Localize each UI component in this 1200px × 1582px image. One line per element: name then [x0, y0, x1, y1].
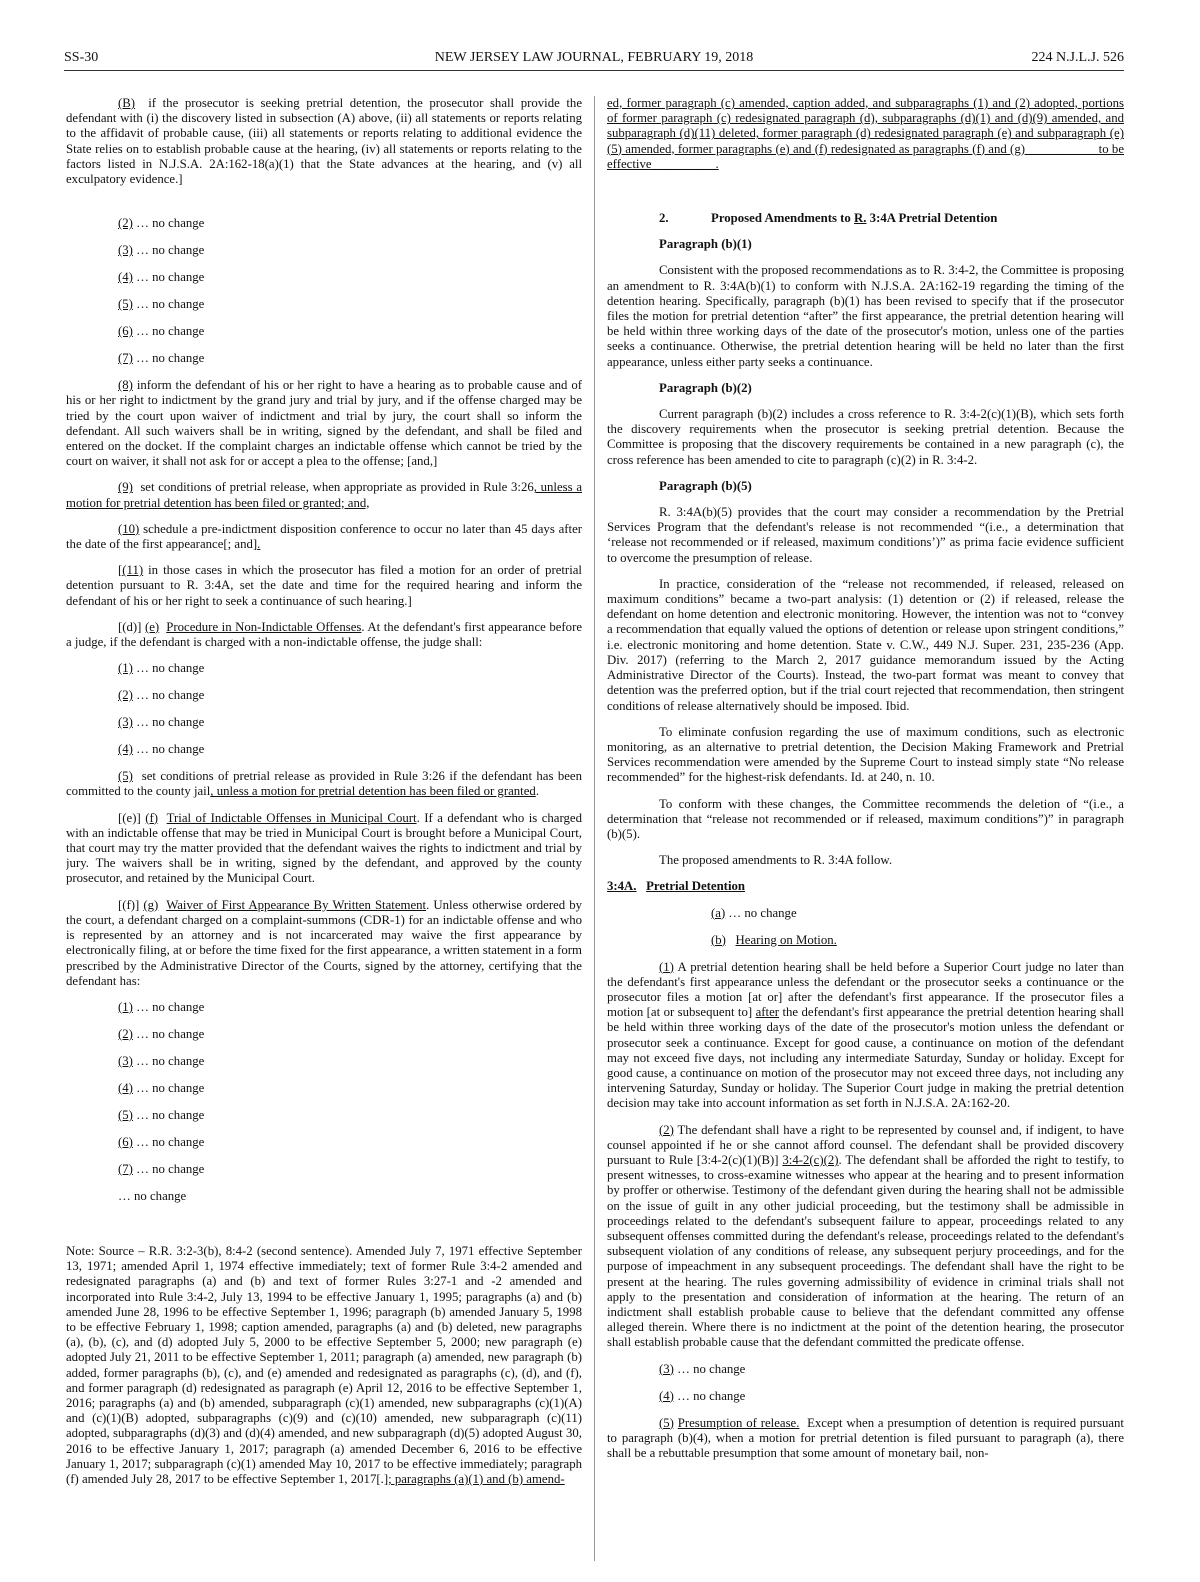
- journal-title: NEW JERSEY LAW JOURNAL, FEBRUARY 19, 2018: [434, 50, 754, 65]
- item-text: … no change: [136, 1080, 205, 1095]
- paragraph-11-text: in those cases in which the prosecutor has filed a motion for an order of pretrial detention pursuant to R. 3:4A, set the date and time for the required hearing and inform the defendant of his or her right to seek a continuance of such hearing.]: [66, 563, 582, 608]
- paragraph-e-non-indictable: [66, 620, 582, 650]
- item-title: Hearing on Motion.: [735, 932, 837, 947]
- item-number: (5): [118, 297, 133, 312]
- spacer: [66, 1216, 582, 1244]
- deleted-label: [(f)]: [118, 897, 140, 912]
- item-text: … no change: [136, 1134, 205, 1149]
- item-text: … no change: [136, 742, 205, 757]
- paragraph: To eliminate confusion regarding the use of maximum conditions, such as electronic monitoring, as an alternative to pretrial detention, the Decision Making Framework and Pretrial Services recommendation were amended by the Supreme Court to instead simply state “No release recommended” for the highest-risk defendants. Id. at 240, n. 10.: [607, 724, 1124, 785]
- no-change-item: [118, 1081, 582, 1096]
- section-title-rule: R.: [854, 211, 867, 226]
- section-title: Trial of Indictable Offenses in Municipal Court: [166, 810, 417, 825]
- item-text: … no change: [136, 688, 205, 703]
- item-text: … no change: [677, 1361, 746, 1376]
- no-change-item: [118, 351, 582, 366]
- deleted-label: [(d)]: [118, 619, 142, 634]
- no-change-item: [659, 1389, 1124, 1404]
- paragraph-11: [66, 563, 582, 609]
- section-title-end: 3:4A Pretrial Detention: [866, 211, 998, 226]
- no-change-item: [118, 1135, 582, 1150]
- item-number: (6): [118, 324, 133, 339]
- item-number: (a): [711, 905, 726, 920]
- subheading: Paragraph (b)(1): [659, 237, 752, 252]
- item-number: (3): [118, 1053, 133, 1068]
- rule-paragraph-b2: [607, 1123, 1124, 1351]
- paragraph-e5-added-text: , unless a motion for pretrial detention has been filed or granted: [210, 784, 536, 799]
- source-note-text: Note: Source – R.R. 3:2-3(b), 8:4-2 (second sentence). Amended July 7, 1971 effective September 13, 1971; amended April 1, 1974 effective immediately; text of former Rule 3:4-2 amended and redesignated paragraphs (a) and (b) and text of former Rules 3:27-1 and -2 amended and incorporated into Rule 3:4-2, July 13, 1994 to be effective January 1, 1995; paragraphs (a) and (b) amended June 28, 1996 to be effective September 1, 1996; paragraph (b) amended January 5, 1998 to be effective February 1, 1998; caption amended, paragraphs (a) and (b) deleted, new paragraphs (a), (b), (c), and (d) adopted July 5, 2000 to be effective September 5, 2000; new paragraph (e) adopted July 21, 2011 to be effective September 1, 2011; paragraph (a) amended, new paragraph (b) added, former paragraphs (b), (c), and (e) amended and redesignated as paragraphs (c), (d), and (f), and former paragraph (d) redesignated as paragraph (e) April 12, 2016 to be effective September 1, 2016; paragraphs (a) and (b) amended, subparagraph (c)(1) amended, new subparagraphs (c)(1)(A) and (c)(1)(B) adopted, subparagraphs (c)(9) and (c)(10) amended, new subparagraph (c)(11) adopted, subparagraphs (d)(3) and (d)(4) amended, and new subparagraph (d)(5) adopted August 30, 2016 to be effective January 1, 2017; paragraph (a) amended December 6, 2016 to be effective January 1, 2017; subparagraph (c)(1) amended May 10, 2017 to be effective immediately; paragraph (f) amended July 28, 2017 to be effective September 1, 2017[.]: [66, 1243, 582, 1486]
- item-text: … no change: [136, 1026, 205, 1041]
- item-text: … no change: [136, 351, 205, 366]
- paragraph-9-added-text: , unless a motion for pretrial detention has been filed or granted; and,: [66, 480, 582, 510]
- paragraph-e5-text: set conditions of pretrial release as provided in Rule 3:26 if the defendant has been committed to the county jail: [66, 769, 582, 799]
- paragraph-f-municipal: [66, 811, 582, 887]
- rule-heading: [607, 879, 1124, 894]
- rule-number: 3:4A.: [607, 879, 637, 894]
- item-number: (2): [659, 1122, 674, 1137]
- page-number: SS-30: [64, 50, 99, 65]
- paragraph-9: [66, 480, 582, 510]
- paragraph-8: [66, 378, 582, 469]
- bracket: [: [118, 563, 123, 578]
- item-number: (3): [659, 1361, 674, 1376]
- item-number: (2): [118, 216, 133, 231]
- paragraph: Current paragraph (b)(2) includes a cross reference to R. 3:4-2(c)(1)(B), which sets forth the discovery requirements when the prosecutor is seeking pretrial detention. Because the Committee is proposing that the discovery requirements be contained in a new paragraph (c), the cross reference has been amended to cite to paragraph (c)(2) in R. 3:4-2.: [607, 407, 1124, 467]
- paragraph: The proposed amendments to R. 3:4A follow.: [659, 853, 893, 868]
- rule-paragraph-b5: [607, 1416, 1124, 1462]
- no-change-item: [118, 1054, 582, 1069]
- page-header: [64, 50, 1124, 71]
- no-change-item: [659, 1362, 1124, 1377]
- item-added-text: 3:4-2(c)(2): [782, 1152, 839, 1167]
- source-note: [66, 1244, 582, 1487]
- section-number: 2.: [659, 211, 669, 226]
- no-change-item: [118, 1162, 582, 1177]
- no-change-item: [118, 1000, 582, 1015]
- rule-paragraph-b: [711, 933, 1124, 948]
- paragraph-10: [66, 522, 582, 552]
- no-change-item: [118, 270, 582, 285]
- item-number: (7): [118, 1161, 133, 1176]
- item-text: . The defendant shall be afforded the right to testify, to present witnesses, to cross-examine witnesses who appear at the hearing and to present information by proffer or otherwise. Testimony of the defendant given during the hearing shall not be admissible on the issue of guilt in any other judicial proceeding, but the testimony shall be admissible in proceedings related to the defendant's subsequent failure to appear, proceedings related to any subsequent offenses committed during the defendant's release, proceedings related to the defendant's subsequent violation of any conditions of release, any subsequent perjury proceedings, and for the purpose of impeachment in any subsequent proceedings. The defendant shall have the right to be present at the hearing. The rules governing admissibility of evidence in criminal trials shall not apply to the presentation and consideration of information at the hearing. The return of an indictment shall establish probable cause to believe that the defendant committed any offense alleged therein. Where there is no indictment at the point of the detention hearing, the prosecutor shall establish probable cause that the defendant committed the predicate offense.: [607, 1152, 1124, 1350]
- source-note-continued: [607, 96, 1124, 172]
- paragraph-g-waiver: [66, 898, 582, 989]
- item-text: … no change: [677, 1388, 746, 1403]
- item-text: … no change: [136, 1107, 205, 1122]
- new-label: (e): [144, 619, 160, 634]
- item-text: … no change: [136, 297, 205, 312]
- paragraph-8-text: inform the defendant of his or her right to have a hearing as to probable cause and of his or her right to indictment by the grand jury and trial by jury, and if the offense charged may be tried by the court upon waiver of indictment and trial by jury, the court shall so inform the defendant. All such waivers shall be in writing, signed by the defendant, and shall be filed and entered on the docket. If the complaint charges an indictable offense which cannot be tried by the court on waiver, it shall not ask for or accept a plea to the offense; [and,]: [66, 378, 582, 469]
- section-text: . Unless otherwise ordered by the court, a defendant charged on a complaint-summons (CDR-1) for an indictable offense and who is represented by an attorney and is not incarcerated may waive the first appearance by electronically filing, at or before the time fixed for the first appearance, a written statement in a form prescribed by the Administrative Director of the Courts, signed by the attorney, certifying that the defendant has:: [66, 897, 582, 988]
- item-text: … no change: [136, 324, 205, 339]
- item-number: (b): [711, 932, 726, 947]
- item-number: (4): [118, 742, 133, 757]
- item-text: … no change: [136, 1053, 205, 1068]
- item-number: (1): [118, 999, 133, 1014]
- paragraph-10-text: schedule a pre-indictment disposition conference to occur no later than 45 days after the date of the first appearance[; and]: [66, 521, 582, 552]
- item-number: (3): [118, 243, 133, 258]
- item-number: (10): [118, 521, 140, 536]
- source-note-continued-text: ed, former paragraph (c) amended, caption added, and subparagraphs (1) and (2) adopted, portions of former paragraph (c) redesignated paragraph (d), subparagraphs (d)(1) and (d)(9) amended, and subparagraph (d)(11) deleted, former paragraph (d) redesignated paragraph (e) and subparagraph (e)(5) amended, former paragraphs (e) and (f) redesignated as paragraphs (f) and (g) ___________to be effective__________.: [607, 96, 1124, 171]
- item-number: (11): [122, 563, 144, 578]
- item-number: (8): [118, 378, 133, 393]
- section-heading: [659, 211, 1124, 226]
- no-change-item: … no change: [118, 1188, 187, 1203]
- spacer: [607, 183, 1124, 211]
- item-text: … no change: [136, 715, 205, 730]
- paragraph: In practice, consideration of the “release not recommended, if released, released on maximum conditions” became a two-part analysis: (1) detention or (2) if released, release the defendant on home detention and electronic monitoring. However, the intention was not to “convey a recommendation that equally valued the options of detention or release upon stringent conditions,” i.e. electronic monitoring and home detention. State v. C.W., 449 N.J. Super. 231, 235-236 (App. Div. 2017) (referring to the March 2, 2017 guidance memorandum issued by the Acting Administrative Director of the Courts). Instead, the two-part format was meant to convey that detention was the preferred option, but if the trial court rejected that recommendation, then stringent conditions of release alternatively should be imposed. Ibid.: [607, 576, 1124, 713]
- item-number: (1): [659, 959, 674, 974]
- no-change-item: [118, 742, 582, 757]
- paragraph-e5: [66, 769, 582, 799]
- item-text: … no change: [136, 1161, 205, 1176]
- item-number: (2): [118, 688, 133, 703]
- item-text: The defendant shall have a right to be represented by counsel and, if indigent, to have counsel appointed if he or she cannot afford counsel. The defendant shall be provided discovery pursuant to Rule [3:4-2(c)(1)(B)]: [607, 1122, 1124, 1167]
- subheading: Paragraph (b)(5): [659, 478, 752, 493]
- no-change-item: [118, 688, 582, 703]
- item-number: (9): [118, 480, 133, 495]
- no-change-item: [118, 243, 582, 258]
- section-title: Procedure in Non-Indictable Offenses: [166, 619, 362, 634]
- paragraph: R. 3:4A(b)(5) provides that the court may consider a recommendation by the Pretrial Services Program that the defendant's release is not recommended “(i.e., a determination that ‘release not recommended or if released, maximum conditions’)” as prima facie evidence sufficient to overcome the presumption of release.: [607, 505, 1124, 565]
- deleted-label: [(e)]: [118, 810, 141, 825]
- item-text: … no change: [136, 243, 205, 258]
- section-title: Waiver of First Appearance By Written Statement: [166, 897, 427, 912]
- paragraph-b-text: if the prosecutor is seeking pretrial detention, the prosecutor shall provide the defendant with (i) the discovery listed in subsection (A) above, (ii) all statements or reports relating to the affidavit of probable cause, (iii) all statements or reports relating to additional evidence the State relies on to establish probable cause at the hearing, (iv) all statements or reports relating to the factors listed in N.J.S.A. 2A:162-18(a)(1) that the State advances at the hearing, and (v) all exculpatory evidence.]: [66, 96, 582, 187]
- spacer: [66, 198, 582, 216]
- source-note-added-text: ; paragraphs (a)(1) and (b) amend-: [388, 1471, 565, 1486]
- no-change-item: [118, 661, 582, 676]
- no-change-item: [118, 297, 582, 312]
- no-change-item: [118, 216, 582, 231]
- item-number: (3): [118, 715, 133, 730]
- no-change-item: [118, 1108, 582, 1123]
- paragraph: To conform with these changes, the Committee recommends the deletion of “(i.e., a determination that “release not recommended or if released, maximum conditions”)” in paragraph (b)(5).: [607, 796, 1124, 841]
- item-number: (6): [118, 1134, 133, 1149]
- rule-paragraph-b1: [607, 960, 1124, 1112]
- paragraph-10-added-text: .: [257, 537, 261, 552]
- item-number: (5): [118, 769, 133, 784]
- item-title: Presumption of release.: [677, 1415, 800, 1430]
- item-number: (4): [118, 270, 133, 285]
- item-text: … no change: [136, 661, 205, 676]
- period: .: [535, 784, 540, 799]
- left-column: [66, 96, 582, 1566]
- paragraph-b-label: (B): [118, 96, 136, 110]
- item-number: (4): [659, 1388, 674, 1403]
- item-text: … no change: [136, 270, 205, 285]
- right-column: [607, 96, 1124, 1566]
- item-text: … no change: [728, 905, 797, 920]
- paragraph-b: [66, 96, 582, 187]
- item-added-text: after: [755, 1005, 780, 1020]
- section-title: Proposed Amendments to: [711, 211, 855, 226]
- section-text: . At the defendant's first appearance before a judge, if the defendant is charged with a non-indictable offense, the judge shall:: [66, 619, 582, 650]
- section-text: . If a defendant who is charged with an indictable offense that may be tried in Municipal Court is brought before a Municipal Court, that court may try the matter provided that the defendant waives the rights to indictment and trial by jury. The waivers shall be in writing, signed by the defendant, and approved by the county prosecutor, and retained by the Municipal Court.: [66, 810, 582, 886]
- item-text: … no change: [136, 216, 205, 231]
- new-label: (g): [143, 897, 159, 912]
- new-label: (f): [145, 810, 158, 825]
- item-number: (5): [659, 1415, 674, 1430]
- paragraph-9-text: set conditions of pretrial release, when appropriate as provided in Rule 3:26: [140, 480, 534, 495]
- item-number: (4): [118, 1080, 133, 1095]
- journal-citation: 224 N.J.L.J. 526: [1031, 50, 1124, 65]
- column-divider: [594, 96, 595, 1561]
- no-change-item: [118, 324, 582, 339]
- no-change-item: [118, 1027, 582, 1042]
- rule-paragraph-a: [711, 906, 1124, 921]
- item-text: the defendant's first appearance the pretrial detention hearing shall be held within three working days of the date of the prosecutor's motion unless the defendant or prosecutor seek a continuance. Except for good cause, a continuance on motion of the defendant may not exceed five days, not including any intermediate Saturday, Sunday or holiday. Except for good cause, a continuance on motion of the prosecutor may not exceed three days, not including any intervening Saturday, Sunday or holiday. The Superior Court judge in making the pretrial detention decision may take into account information as set forth in N.J.S.A. 2A:162-20.: [607, 1005, 1124, 1111]
- item-number: (5): [118, 1107, 133, 1122]
- subheading: Paragraph (b)(2): [659, 380, 752, 395]
- item-text: A pretrial detention hearing shall be held before a Superior Court judge no later than the defendant's first appearance unless the defendant or the prosecutor seeks a continuance or the prosecutor files a motion [at or] after the defendant's first appearance. If the prosecutor files a motion [at or subsequent to]: [607, 959, 1124, 1020]
- item-text: … no change: [136, 999, 205, 1014]
- item-number: (7): [118, 351, 133, 366]
- no-change-item: [118, 715, 582, 730]
- item-text: Except when a presumption of detention is required pursuant to paragraph (b)(4), when a motion for pretrial detention is filed pursuant to paragraph (a), there shall be a rebuttable presumption that some amount of monetary bail, non-: [607, 1415, 1124, 1461]
- item-number: (1): [118, 661, 133, 676]
- item-number: (2): [118, 1026, 133, 1041]
- paragraph: Consistent with the proposed recommendations as to R. 3:4-2, the Committee is proposing an amendment to R. 3:4A(b)(1) to conform with N.J.S.A. 2A:162-19 regarding the timing of the detention hearing. Specifically, paragraph (b)(1) has been revised to specify that if the prosecutor files the motion for pretrial detention “after” the first appearance, the pretrial detention hearing will be held within three working days of the date of the prosecutor's motion, unless one of the parties seeks a continuance. Otherwise, the pretrial detention hearing will be held no later than the first appearance, unless either party seeks a continuance.: [607, 263, 1124, 369]
- rule-title: Pretrial Detention: [646, 879, 746, 894]
